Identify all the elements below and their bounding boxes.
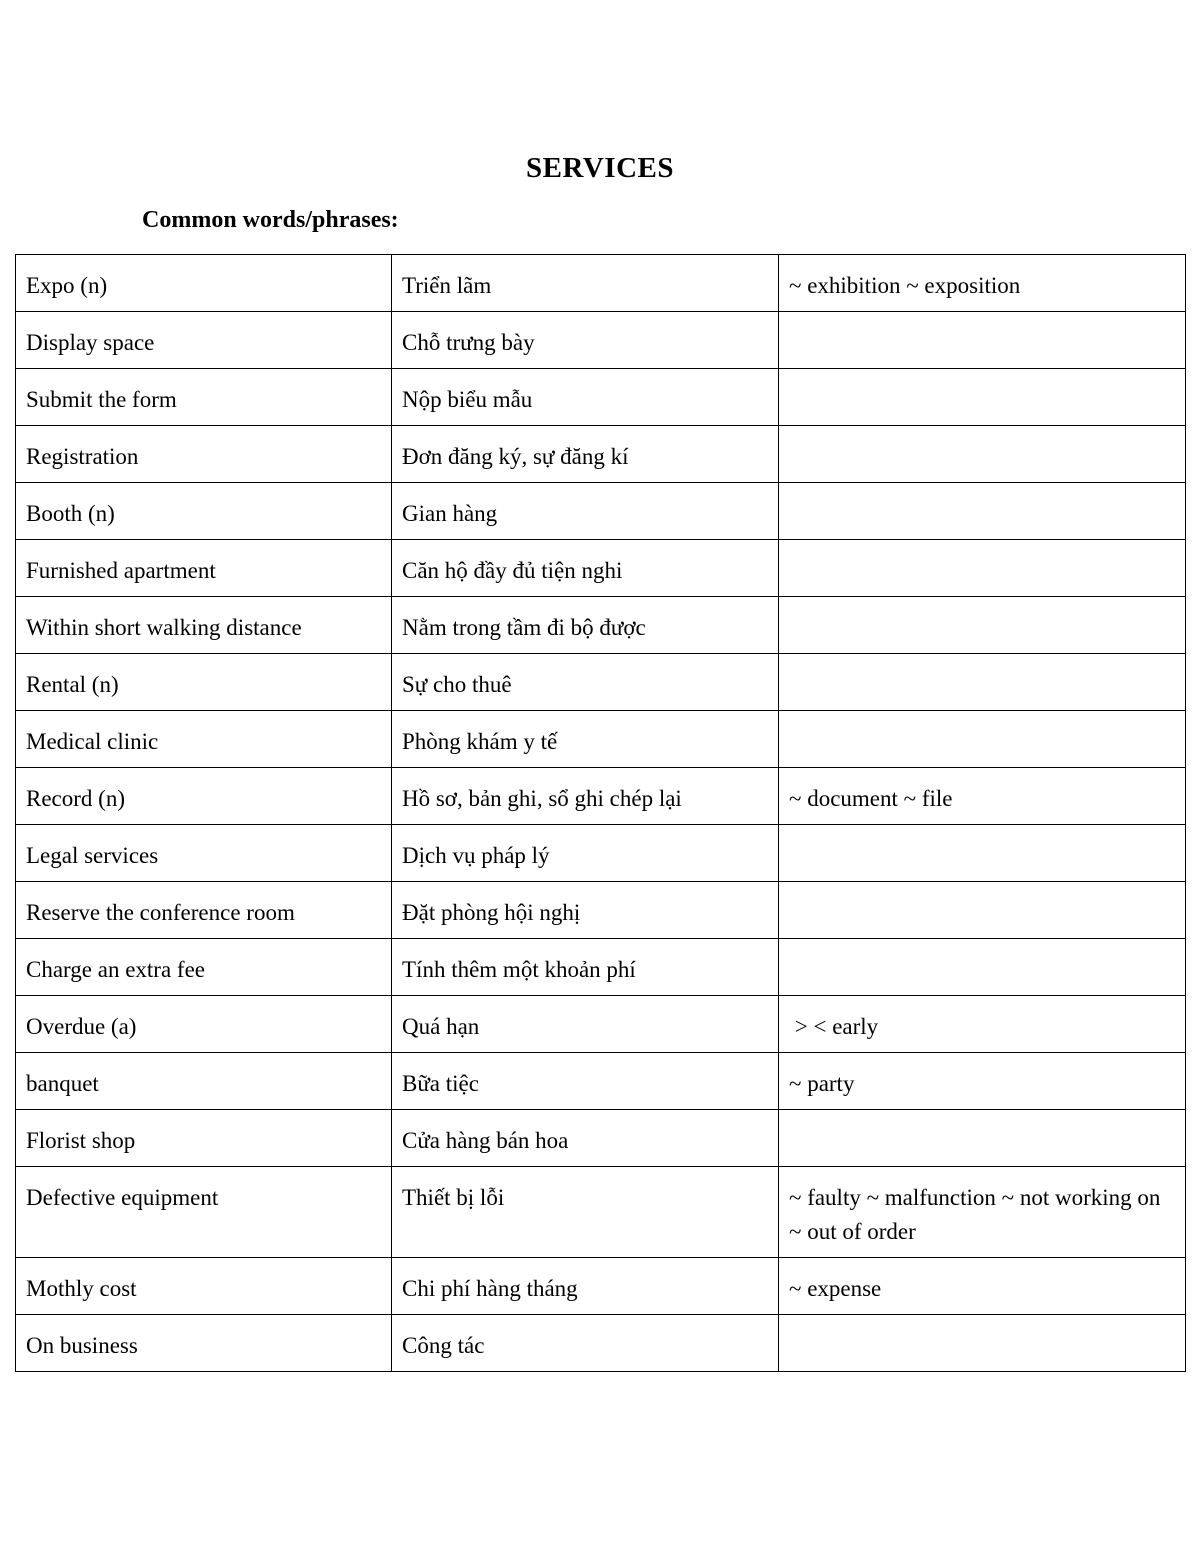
meaning-cell: Nộp biểu mẫu bbox=[392, 369, 779, 426]
meaning-cell: Tính thêm một khoản phí bbox=[392, 939, 779, 996]
table-row bbox=[16, 369, 1186, 426]
note-cell bbox=[779, 1110, 1186, 1167]
table-row bbox=[16, 825, 1186, 882]
term-cell: Record (n) bbox=[16, 768, 392, 825]
meaning-cell: Công tác bbox=[392, 1315, 779, 1372]
note-cell bbox=[779, 825, 1186, 882]
note-cell: ~ document ~ file bbox=[779, 768, 1186, 825]
table-row bbox=[16, 597, 1186, 654]
vocabulary-table bbox=[15, 254, 1186, 1372]
meaning-cell: Đơn đăng ký, sự đăng kí bbox=[392, 426, 779, 483]
note-cell bbox=[779, 426, 1186, 483]
meaning-cell: Chi phí hàng tháng bbox=[392, 1258, 779, 1315]
page-title: SERVICES bbox=[525, 152, 675, 184]
table-row bbox=[16, 1167, 1186, 1258]
table-row bbox=[16, 1258, 1186, 1315]
meaning-cell: Căn hộ đầy đủ tiện nghi bbox=[392, 540, 779, 597]
note-cell bbox=[779, 939, 1186, 996]
note-cell bbox=[779, 654, 1186, 711]
table-row bbox=[16, 1315, 1186, 1372]
table-row bbox=[16, 483, 1186, 540]
note-cell: > < early bbox=[779, 996, 1186, 1053]
meaning-cell: Thiết bị lỗi bbox=[392, 1167, 779, 1258]
table-row bbox=[16, 711, 1186, 768]
note-cell bbox=[779, 597, 1186, 654]
note-cell bbox=[779, 483, 1186, 540]
meaning-cell: Chỗ trưng bày bbox=[392, 312, 779, 369]
meaning-cell: Sự cho thuê bbox=[392, 654, 779, 711]
table-row bbox=[16, 255, 1186, 312]
term-cell: Registration bbox=[16, 426, 392, 483]
note-cell: ~ exhibition ~ exposition bbox=[779, 255, 1186, 312]
note-cell: ~ expense bbox=[779, 1258, 1186, 1315]
meaning-cell: Quá hạn bbox=[392, 996, 779, 1053]
note-cell bbox=[779, 711, 1186, 768]
term-cell: On business bbox=[16, 1315, 392, 1372]
term-cell: Furnished apartment bbox=[16, 540, 392, 597]
term-cell: Reserve the conference room bbox=[16, 882, 392, 939]
meaning-cell: Dịch vụ pháp lý bbox=[392, 825, 779, 882]
meaning-cell: Gian hàng bbox=[392, 483, 779, 540]
note-cell: ~ party bbox=[779, 1053, 1186, 1110]
table-row bbox=[16, 426, 1186, 483]
meaning-cell: Nằm trong tầm đi bộ được bbox=[392, 597, 779, 654]
note-cell bbox=[779, 540, 1186, 597]
note-cell bbox=[779, 1315, 1186, 1372]
term-cell: Within short walking distance bbox=[16, 597, 392, 654]
term-cell: Mothly cost bbox=[16, 1258, 392, 1315]
term-cell: Submit the form bbox=[16, 369, 392, 426]
meaning-cell: Phòng khám y tế bbox=[392, 711, 779, 768]
table-row bbox=[16, 312, 1186, 369]
table-row bbox=[16, 540, 1186, 597]
note-cell bbox=[779, 369, 1186, 426]
meaning-cell: Hồ sơ, bản ghi, sổ ghi chép lại bbox=[392, 768, 779, 825]
term-cell: Expo (n) bbox=[16, 255, 392, 312]
term-cell: Legal services bbox=[16, 825, 392, 882]
meaning-cell: Triển lãm bbox=[392, 255, 779, 312]
term-cell: Rental (n) bbox=[16, 654, 392, 711]
note-cell bbox=[779, 882, 1186, 939]
table-row bbox=[16, 996, 1186, 1053]
term-cell: banquet bbox=[16, 1053, 392, 1110]
meaning-cell: Đặt phòng hội nghị bbox=[392, 882, 779, 939]
term-cell: Florist shop bbox=[16, 1110, 392, 1167]
note-cell: ~ faulty ~ malfunction ~ not working on ~ out of order bbox=[779, 1167, 1186, 1258]
term-cell: Medical clinic bbox=[16, 711, 392, 768]
table-row bbox=[16, 654, 1186, 711]
meaning-cell: Bữa tiệc bbox=[392, 1053, 779, 1110]
table-row bbox=[16, 768, 1186, 825]
term-cell: Defective equipment bbox=[16, 1167, 392, 1258]
note-cell bbox=[779, 312, 1186, 369]
term-cell: Charge an extra fee bbox=[16, 939, 392, 996]
table-row bbox=[16, 939, 1186, 996]
table-row bbox=[16, 1053, 1186, 1110]
term-cell: Display space bbox=[16, 312, 392, 369]
term-cell: Booth (n) bbox=[16, 483, 392, 540]
meaning-cell: Cửa hàng bán hoa bbox=[392, 1110, 779, 1167]
table-row bbox=[16, 882, 1186, 939]
term-cell: Overdue (a) bbox=[16, 996, 392, 1053]
section-subtitle: Common words/phrases: bbox=[142, 207, 399, 233]
table-row bbox=[16, 1110, 1186, 1167]
